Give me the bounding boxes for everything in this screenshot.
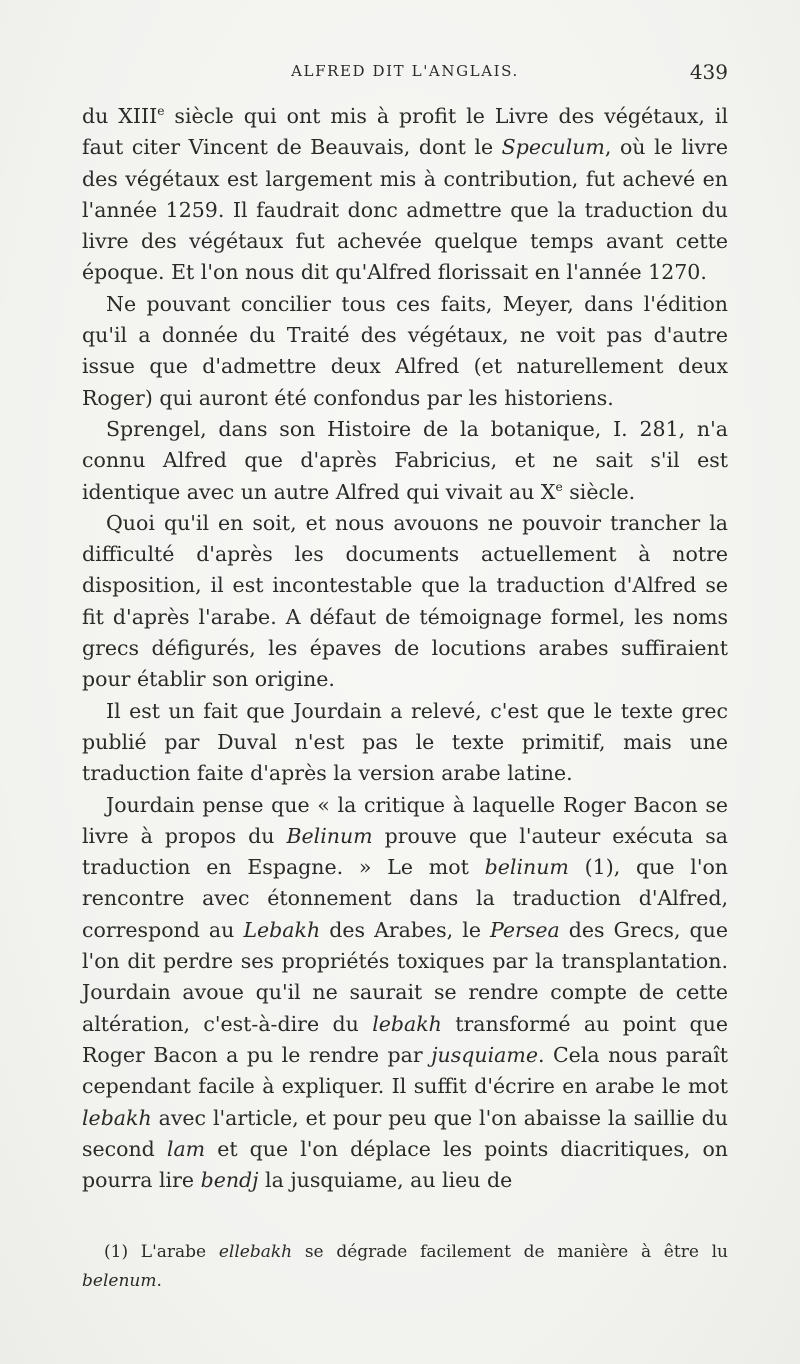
running-title: ALFRED DIT L'ANGLAIS. [291,62,519,80]
text-run: prouve que l'auteur exécuta sa traduction en Espagne. » Le mot [82,823,729,880]
text-run: la jusquiame, au lieu de [258,1168,513,1193]
footnote-paragraph [82,1238,728,1296]
italic-term: Persea [490,917,560,942]
text-run: Quoi qu'il en soit, et nous avouons ne pouvoir trancher la difficulté d'après les documents actuellement à notre disposition, il est incontestable que la traduction d'Alfred se fit d'après l'arabe. A défaut de témoignage formel, les noms grecs défigurés, les épaves de locutions arabes suffiraient pour établir son origine. [82,510,728,692]
footnotes [82,1238,728,1296]
body-text [82,101,728,1196]
italic-term: lebakh [372,1011,442,1036]
text-run: . [156,1271,162,1291]
text-run: (1) L'arabe [104,1242,219,1262]
superscript: e [157,104,165,119]
running-head [82,62,728,86]
italic-term: belenum [82,1271,157,1291]
paragraph [82,414,728,508]
italic-term: bendj [200,1168,259,1193]
paragraph [82,101,728,289]
superscript: e [555,479,563,494]
paragraph [82,289,728,414]
italic-term: belinum [484,855,569,880]
text-run: avec l'article, et pour peu que l'on abaisse la saillie du second [82,1105,728,1161]
text-run: se dégrade facilement de manière à être lu [292,1242,728,1262]
text-run: siècle qui ont mis à profit le Livre des végétaux, il faut citer Vincent de Beauvais, dont le [82,104,728,160]
page-number: 439 [689,60,728,84]
italic-term: lebakh [82,1105,152,1130]
text-run: , où le livre des végétaux est largement mis à contribution, fut achevé en l'année 1259. Il faudrait donc admettre que la traduction du livre des végétaux fut achevée quelque temps avant cette époque. Et l'on nous dit qu'Alfred florissait en l'année 1270. [82,135,728,285]
italic-term: jusquiame [431,1042,538,1067]
text-run: siècle. [562,479,636,504]
text-run: et que l'on déplace les points diacritiques, on pourra lire [82,1136,728,1193]
paragraph [82,508,728,696]
text-run: du XIII [82,104,158,128]
italic-term: lam [166,1136,206,1161]
text-run: Il est un fait que Jourdain a relevé, c'est que le texte grec publié par Duval n'est pas le texte primitif, mais une traduction faite d'après la version arabe latine. [82,698,728,786]
paragraph [82,696,728,790]
text-run: Jourdain pense que « la critique à laquelle Roger Bacon se livre à propos du [82,792,728,848]
text-run: (1), que l'on rencontre avec étonnement dans la traduction d'Alfred, correspond au [82,855,728,942]
italic-term: Belinum [286,823,373,848]
text-run: transformé au point que Roger Bacon a pu le rendre par [82,1011,728,1067]
text-run: des Arabes, le [320,917,491,942]
italic-term: Lebakh [243,917,321,942]
italic-term: Speculum [501,135,605,160]
paragraph [82,790,728,1197]
italic-term: ellebakh [218,1242,293,1262]
text-run: des Grecs, que l'on dit perdre ses propriétés toxiques par la transplantation. Jourdain avoue qu'il ne saurait se rendre compte de cette altération, c'est-à-dire du [82,917,728,1036]
text-run: . Cela nous paraît cependant facile à expliquer. Il suffit d'écrire en arabe le mot [82,1042,729,1099]
text-run: Sprengel, dans son Histoire de la botanique, I. 281, n'a connu Alfred que d'après Fabricius, et ne sait s'il est identique avec un autre Alfred qui vivait au X [82,416,728,504]
text-run: Ne pouvant concilier tous ces faits, Meyer, dans l'édition qu'il a donnée du Traité des végétaux, ne voit pas d'autre issue que d'admettre deux Alfred (et naturellement deux Roger) qui auront été confondus par les historiens. [82,291,728,410]
